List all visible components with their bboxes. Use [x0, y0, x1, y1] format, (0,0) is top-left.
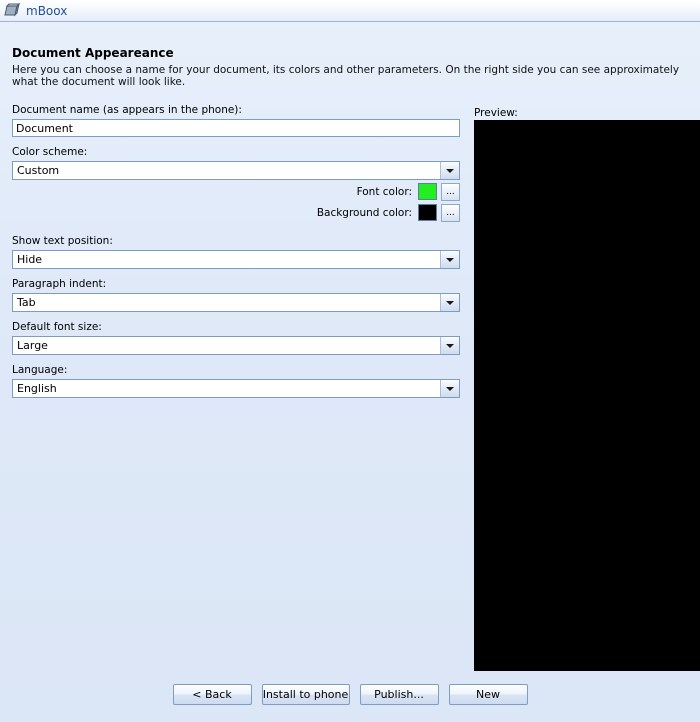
paragraph-indent-select[interactable]: [12, 293, 460, 312]
window-title: mBoox: [26, 3, 68, 18]
color-scheme-value: Custom: [17, 164, 60, 177]
language-value: English: [17, 382, 57, 395]
paragraph-indent-group: [12, 278, 460, 312]
button-bar: [0, 684, 700, 722]
show-text-position-label: Show text position:: [12, 235, 113, 247]
color-scheme-label: Color scheme:: [12, 146, 88, 158]
chevron-down-icon[interactable]: [440, 294, 459, 311]
background-color-row: [12, 203, 460, 222]
document-name-input[interactable]: [12, 119, 460, 137]
app-logo-icon: [4, 3, 22, 19]
color-scheme-group: [12, 146, 460, 180]
default-font-size-value: Large: [17, 339, 48, 352]
language-group: [12, 364, 460, 398]
color-options: [12, 182, 460, 224]
default-font-size-group: [12, 321, 460, 355]
show-text-position-select[interactable]: [12, 250, 460, 269]
background-color-label: Background color:: [316, 206, 412, 219]
document-name-label: Document name (as appears in the phone):: [12, 104, 242, 116]
font-color-row: [12, 182, 460, 201]
background-color-swatch[interactable]: [418, 204, 437, 221]
show-text-position-value: Hide: [17, 253, 43, 266]
font-color-label: Font color:: [356, 185, 412, 198]
chevron-down-icon[interactable]: [440, 162, 459, 179]
default-font-size-label: Default font size:: [12, 321, 102, 333]
default-font-size-select[interactable]: [12, 336, 460, 355]
settings-form: [12, 104, 460, 407]
paragraph-indent-label: Paragraph indent:: [12, 278, 107, 290]
chevron-down-icon[interactable]: [440, 337, 459, 354]
install-to-phone-button[interactable]: Install to phone: [262, 684, 350, 705]
publish-button[interactable]: Publish...: [360, 684, 439, 705]
background-color-picker-button[interactable]: ...: [441, 204, 460, 222]
page-title: Document Appeareance: [12, 46, 174, 60]
page-description: Here you can choose a name for your document, its colors and other parameters. On the right side you can see approximately what the document will look like.: [12, 64, 680, 88]
color-scheme-select[interactable]: [12, 161, 460, 180]
document-preview: [474, 120, 700, 671]
preview-label: Preview:: [474, 107, 518, 119]
new-button[interactable]: New: [449, 684, 528, 705]
show-text-position-group: [12, 235, 460, 269]
title-bar: [0, 0, 700, 22]
document-name-group: [12, 104, 460, 137]
chevron-down-icon[interactable]: [440, 380, 459, 397]
font-color-picker-button[interactable]: ...: [441, 183, 460, 201]
paragraph-indent-value: Tab: [17, 296, 36, 309]
font-color-swatch[interactable]: [418, 183, 437, 200]
back-button[interactable]: < Back: [173, 684, 252, 705]
chevron-down-icon[interactable]: [440, 251, 459, 268]
language-select[interactable]: [12, 379, 460, 398]
language-label: Language:: [12, 364, 68, 376]
